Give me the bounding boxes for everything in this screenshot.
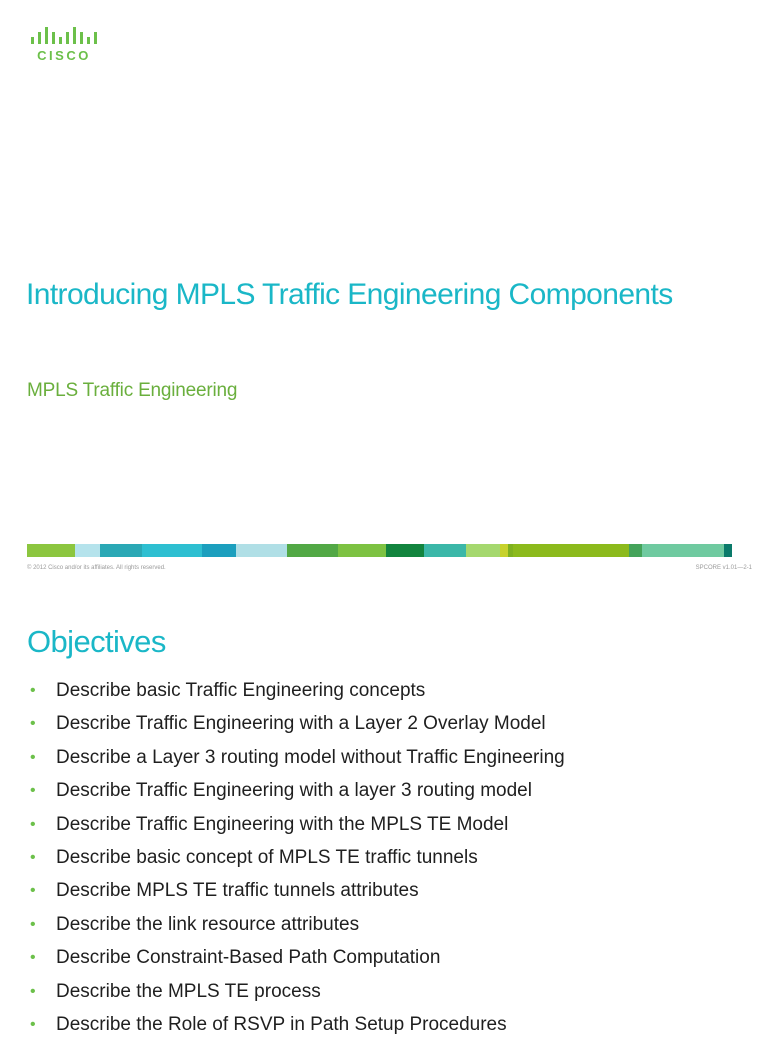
cisco-bars-icon: [28, 26, 102, 48]
band-segment: [100, 544, 142, 557]
list-item-text: Describe Traffic Engineering with a Layer 2 Overlay Model: [56, 713, 546, 735]
band-segment: [236, 544, 287, 557]
band-segment: [571, 544, 629, 557]
color-band: [27, 544, 741, 557]
cisco-wordmark: CISCO: [37, 48, 91, 63]
bullet-dot-icon: •: [30, 1015, 36, 1033]
band-segment: [642, 544, 724, 557]
slide-subtitle: MPLS Traffic Engineering: [27, 380, 238, 401]
band-segment: [142, 544, 202, 557]
list-item: [30, 745, 565, 778]
objectives-list: [30, 678, 565, 1045]
band-segment: [724, 544, 732, 557]
list-item-text: Describe the MPLS TE process: [56, 980, 321, 1002]
band-segment: [386, 544, 424, 557]
slide-number: SPCORE v1.01—2-1: [695, 565, 752, 571]
list-item: [30, 945, 565, 978]
list-item-text: Describe the Role of RSVP in Path Setup Procedures: [56, 1013, 507, 1035]
bullet-dot-icon: •: [30, 815, 36, 833]
list-item: [30, 1012, 565, 1045]
list-item: [30, 845, 565, 878]
list-item: [30, 778, 565, 811]
cisco-logo: [28, 26, 102, 66]
band-segment: [338, 544, 386, 557]
list-item-text: Describe MPLS TE traffic tunnels attributes: [56, 880, 419, 902]
bullet-dot-icon: •: [30, 882, 36, 900]
list-item: [30, 912, 565, 945]
list-item-text: Describe Traffic Engineering with the MPLS TE Model: [56, 813, 509, 835]
slide-title: Introducing MPLS Traffic Engineering Components: [26, 278, 673, 311]
band-segment: [500, 544, 508, 557]
band-segment: [75, 544, 100, 557]
list-item: [30, 878, 565, 911]
band-segment: [287, 544, 338, 557]
list-item-text: Describe a Layer 3 routing model without Traffic Engineering: [56, 746, 565, 768]
list-item-text: Describe the link resource attributes: [56, 913, 360, 935]
list-item-text: Describe basic Traffic Engineering concepts: [56, 680, 426, 701]
bullet-dot-icon: •: [30, 848, 36, 866]
objectives-slide: [0, 580, 768, 1035]
list-item: [30, 979, 565, 1012]
bullet-dot-icon: •: [30, 682, 36, 699]
list-item: [30, 678, 565, 711]
list-item: [30, 812, 565, 845]
bullet-dot-icon: •: [30, 949, 36, 967]
objectives-title: Objectives: [27, 624, 166, 659]
copyright-text: © 2012 Cisco and/or its affiliates. All rights reserved.: [27, 565, 166, 571]
band-segment: [424, 544, 466, 557]
band-segment: [27, 544, 75, 557]
band-segment: [202, 544, 236, 557]
list-item-text: Describe Traffic Engineering with a layer 3 routing model: [56, 780, 532, 802]
list-item-text: Describe basic concept of MPLS TE traffic tunnels: [56, 846, 478, 868]
bullet-dot-icon: •: [30, 982, 36, 1000]
band-segment: [513, 544, 571, 557]
list-item: [30, 711, 565, 744]
list-item-text: Describe Constraint-Based Path Computation: [56, 947, 441, 969]
bullet-dot-icon: •: [30, 748, 36, 766]
band-segment: [466, 544, 500, 557]
bullet-dot-icon: •: [30, 782, 36, 800]
bullet-dot-icon: •: [30, 715, 36, 733]
band-segment: [629, 544, 642, 557]
bullet-dot-icon: •: [30, 915, 36, 933]
